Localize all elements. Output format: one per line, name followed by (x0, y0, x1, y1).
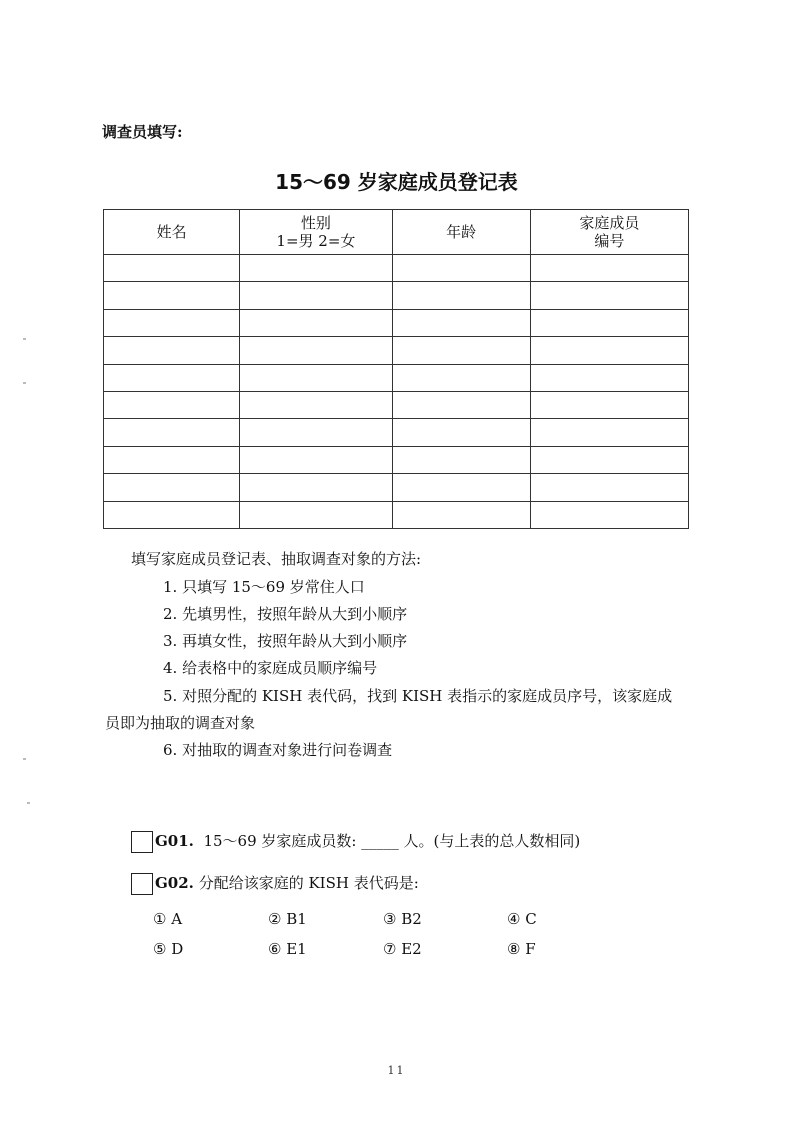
sex-cell[interactable] (240, 474, 392, 501)
name-cell[interactable] (104, 419, 240, 446)
member-id-cell[interactable] (530, 391, 688, 418)
page-number: 11 (387, 1064, 406, 1077)
header-member-id: 家庭成员 编号 (530, 210, 688, 255)
filler-label: 调查员填写: (102, 123, 183, 141)
instruction-item-2: 2. 先填男性，按照年龄从大到小顺序 (163, 605, 408, 623)
g01-answer-box[interactable] (131, 831, 153, 853)
sex-cell[interactable] (240, 255, 392, 282)
name-cell[interactable] (104, 446, 240, 473)
scan-speck (23, 382, 26, 384)
instruction-item-1: 1. 只填写 15～69 岁常住人口 (163, 578, 365, 596)
name-cell[interactable] (104, 364, 240, 391)
name-cell[interactable] (104, 282, 240, 309)
sex-cell[interactable] (240, 446, 392, 473)
age-cell[interactable] (392, 391, 530, 418)
g02-answer-box[interactable] (131, 873, 153, 895)
table-row (104, 364, 689, 391)
table-row (104, 309, 689, 336)
g02-option-f[interactable]: ⑧ F (507, 940, 536, 958)
name-cell[interactable] (104, 474, 240, 501)
member-id-cell[interactable] (530, 501, 688, 528)
sex-cell[interactable] (240, 364, 392, 391)
header-name: 姓名 (104, 210, 240, 255)
scan-speck (27, 802, 30, 804)
header-sex: 性别 1=男 2=女 (240, 210, 392, 255)
member-id-cell[interactable] (530, 474, 688, 501)
g02-option-d[interactable]: ⑤ D (153, 940, 184, 958)
age-cell[interactable] (392, 309, 530, 336)
age-cell[interactable] (392, 419, 530, 446)
table-header-row (104, 210, 689, 255)
table-body (104, 255, 689, 529)
member-id-cell[interactable] (530, 337, 688, 364)
question-g01 (131, 830, 580, 853)
instruction-item-3: 3. 再填女性，按照年龄从大到小顺序 (163, 632, 408, 650)
header-age: 年龄 (392, 210, 530, 255)
sex-cell[interactable] (240, 282, 392, 309)
sex-cell[interactable] (240, 309, 392, 336)
sex-cell[interactable] (240, 391, 392, 418)
member-id-cell[interactable] (530, 364, 688, 391)
instruction-item-5: 5. 对照分配的 KISH 表代码，找到 KISH 表指示的家庭成员序号，该家庭成 (163, 687, 673, 705)
g02-option-a[interactable]: ① A (153, 910, 183, 928)
table-row (104, 419, 689, 446)
member-id-cell[interactable] (530, 282, 688, 309)
table-row (104, 501, 689, 528)
g02-option-b1[interactable]: ② B1 (268, 910, 307, 928)
sex-cell[interactable] (240, 501, 392, 528)
member-id-cell[interactable] (530, 255, 688, 282)
name-cell[interactable] (104, 309, 240, 336)
g02-option-e2[interactable]: ⑦ E2 (383, 940, 422, 958)
age-cell[interactable] (392, 501, 530, 528)
table-row (104, 282, 689, 309)
member-id-cell[interactable] (530, 419, 688, 446)
age-cell[interactable] (392, 364, 530, 391)
member-id-cell[interactable] (530, 309, 688, 336)
g02-text: 分配给该家庭的 KISH 表代码是: (198, 874, 419, 892)
name-cell[interactable] (104, 255, 240, 282)
name-cell[interactable] (104, 501, 240, 528)
g02-option-c[interactable]: ④ C (507, 910, 537, 928)
g01-text: 15～69 岁家庭成员数: _____ 人。(与上表的总人数相同) (203, 832, 581, 850)
g02-option-b2[interactable]: ③ B2 (383, 910, 422, 928)
table-row (104, 337, 689, 364)
scan-speck (23, 338, 26, 340)
table-row (104, 474, 689, 501)
age-cell[interactable] (392, 255, 530, 282)
age-cell[interactable] (392, 474, 530, 501)
g02-id: G02. (155, 874, 194, 892)
sex-cell[interactable] (240, 337, 392, 364)
scan-speck (23, 758, 26, 760)
registration-table (103, 209, 689, 529)
table-row (104, 391, 689, 418)
age-cell[interactable] (392, 337, 530, 364)
instruction-item-6: 6. 对抽取的调查对象进行问卷调查 (163, 741, 393, 759)
member-id-cell[interactable] (530, 446, 688, 473)
age-cell[interactable] (392, 282, 530, 309)
name-cell[interactable] (104, 337, 240, 364)
table-row (104, 255, 689, 282)
question-g02 (131, 872, 419, 895)
name-cell[interactable] (104, 391, 240, 418)
table-row (104, 446, 689, 473)
instruction-item-5-continuation: 员即为抽取的调查对象 (105, 714, 256, 732)
g02-option-e1[interactable]: ⑥ E1 (268, 940, 307, 958)
instructions-title: 填写家庭成员登记表、抽取调查对象的方法: (131, 550, 422, 568)
form-title: 15～69 岁家庭成员登记表 (275, 170, 518, 194)
g01-id: G01. (155, 832, 194, 850)
age-cell[interactable] (392, 446, 530, 473)
instruction-item-4: 4. 给表格中的家庭成员顺序编号 (163, 659, 378, 677)
sex-cell[interactable] (240, 419, 392, 446)
